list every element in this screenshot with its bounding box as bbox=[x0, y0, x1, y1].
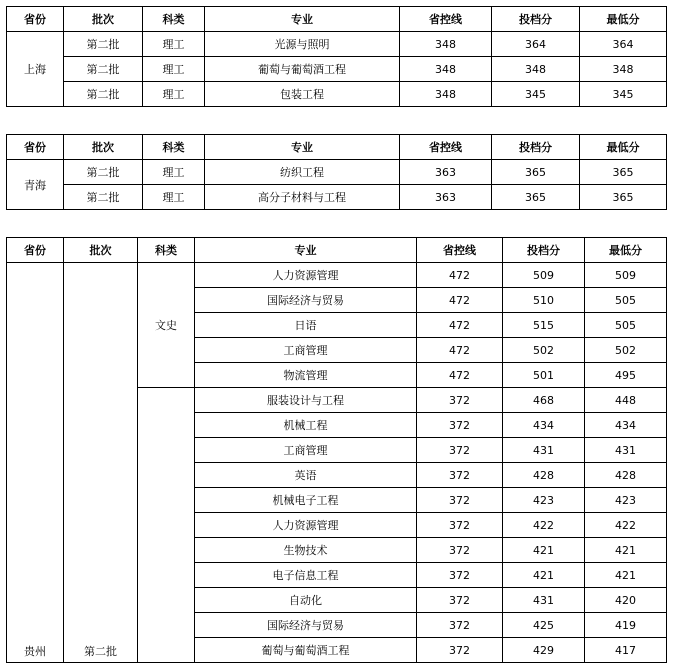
control-cell: 348 bbox=[400, 82, 492, 107]
major-cell: 电子信息工程 bbox=[195, 563, 417, 588]
admit-cell: 345 bbox=[492, 82, 580, 107]
batch-cell: 第二批 bbox=[64, 32, 143, 57]
major-cell: 葡萄与葡萄酒工程 bbox=[205, 57, 400, 82]
batch-cell: 第二批 bbox=[64, 160, 143, 185]
batch-cell: 第二批 bbox=[64, 185, 143, 210]
header-row bbox=[7, 7, 667, 32]
control-cell: 372 bbox=[417, 463, 503, 488]
header-row bbox=[7, 238, 667, 263]
min-cell: 364 bbox=[580, 32, 667, 57]
category-cell: 文史 bbox=[138, 263, 195, 388]
min-cell: 419 bbox=[585, 613, 667, 638]
header-province: 省份 bbox=[7, 238, 64, 263]
control-cell: 472 bbox=[417, 313, 503, 338]
header-major: 专业 bbox=[195, 238, 417, 263]
province-cell: 贵州 bbox=[7, 263, 64, 663]
batch-cell: 第二批 bbox=[64, 263, 138, 663]
province-cell: 上海 bbox=[7, 32, 64, 107]
control-cell: 372 bbox=[417, 388, 503, 413]
control-cell: 372 bbox=[417, 538, 503, 563]
admit-cell: 434 bbox=[503, 413, 585, 438]
province-cell: 青海 bbox=[7, 160, 64, 210]
admit-cell: 425 bbox=[503, 613, 585, 638]
major-cell: 光源与照明 bbox=[205, 32, 400, 57]
header-province: 省份 bbox=[7, 135, 64, 160]
table-row bbox=[7, 160, 667, 185]
header-batch: 批次 bbox=[64, 135, 143, 160]
min-cell: 505 bbox=[585, 288, 667, 313]
header-category: 科类 bbox=[143, 7, 205, 32]
min-cell: 421 bbox=[585, 538, 667, 563]
major-cell: 纺织工程 bbox=[205, 160, 400, 185]
min-cell: 431 bbox=[585, 438, 667, 463]
min-cell: 365 bbox=[580, 160, 667, 185]
major-cell: 高分子材料与工程 bbox=[205, 185, 400, 210]
admit-cell: 428 bbox=[503, 463, 585, 488]
header-major: 专业 bbox=[205, 7, 400, 32]
admit-cell: 421 bbox=[503, 538, 585, 563]
min-cell: 495 bbox=[585, 363, 667, 388]
category-cell-blank bbox=[138, 388, 195, 663]
category-cell: 理工 bbox=[143, 185, 205, 210]
category-cell: 理工 bbox=[143, 160, 205, 185]
table-row bbox=[7, 57, 667, 82]
admit-cell: 502 bbox=[503, 338, 585, 363]
min-cell: 348 bbox=[580, 57, 667, 82]
admit-cell: 364 bbox=[492, 32, 580, 57]
admit-cell: 468 bbox=[503, 388, 585, 413]
shanghai-table bbox=[6, 6, 667, 107]
min-cell: 505 bbox=[585, 313, 667, 338]
batch-cell: 第二批 bbox=[64, 82, 143, 107]
major-cell: 包装工程 bbox=[205, 82, 400, 107]
header-admit-score: 投档分 bbox=[492, 7, 580, 32]
header-control-line: 省控线 bbox=[400, 135, 492, 160]
category-cell: 理工 bbox=[143, 82, 205, 107]
control-cell: 363 bbox=[400, 185, 492, 210]
major-cell: 国际经济与贸易 bbox=[195, 288, 417, 313]
admit-cell: 421 bbox=[503, 563, 585, 588]
header-category: 科类 bbox=[143, 135, 205, 160]
control-cell: 372 bbox=[417, 488, 503, 513]
control-cell: 348 bbox=[400, 57, 492, 82]
major-cell: 机械工程 bbox=[195, 413, 417, 438]
control-cell: 472 bbox=[417, 363, 503, 388]
admit-cell: 422 bbox=[503, 513, 585, 538]
major-cell: 工商管理 bbox=[195, 338, 417, 363]
category-cell: 理工 bbox=[143, 32, 205, 57]
major-cell: 国际经济与贸易 bbox=[195, 613, 417, 638]
admit-cell: 510 bbox=[503, 288, 585, 313]
min-cell: 428 bbox=[585, 463, 667, 488]
min-cell: 365 bbox=[580, 185, 667, 210]
control-cell: 372 bbox=[417, 563, 503, 588]
min-cell: 502 bbox=[585, 338, 667, 363]
admit-cell: 429 bbox=[503, 638, 585, 663]
major-cell: 日语 bbox=[195, 313, 417, 338]
admit-cell: 515 bbox=[503, 313, 585, 338]
header-batch: 批次 bbox=[64, 238, 138, 263]
admit-cell: 509 bbox=[503, 263, 585, 288]
min-cell: 434 bbox=[585, 413, 667, 438]
table-row bbox=[7, 32, 667, 57]
admit-cell: 431 bbox=[503, 588, 585, 613]
major-cell: 自动化 bbox=[195, 588, 417, 613]
admit-cell: 365 bbox=[492, 185, 580, 210]
control-cell: 472 bbox=[417, 288, 503, 313]
control-cell: 372 bbox=[417, 513, 503, 538]
control-cell: 372 bbox=[417, 413, 503, 438]
header-batch: 批次 bbox=[64, 7, 143, 32]
major-cell: 服装设计与工程 bbox=[195, 388, 417, 413]
min-cell: 420 bbox=[585, 588, 667, 613]
header-min-score: 最低分 bbox=[580, 7, 667, 32]
qinghai-table bbox=[6, 134, 667, 210]
header-province: 省份 bbox=[7, 7, 64, 32]
control-cell: 372 bbox=[417, 438, 503, 463]
header-min-score: 最低分 bbox=[585, 238, 667, 263]
major-cell: 生物技术 bbox=[195, 538, 417, 563]
min-cell: 448 bbox=[585, 388, 667, 413]
control-cell: 372 bbox=[417, 588, 503, 613]
header-admit-score: 投档分 bbox=[492, 135, 580, 160]
admit-cell: 348 bbox=[492, 57, 580, 82]
major-cell: 物流管理 bbox=[195, 363, 417, 388]
header-control-line: 省控线 bbox=[417, 238, 503, 263]
major-cell: 人力资源管理 bbox=[195, 263, 417, 288]
header-admit-score: 投档分 bbox=[503, 238, 585, 263]
min-cell: 345 bbox=[580, 82, 667, 107]
min-cell: 509 bbox=[585, 263, 667, 288]
control-cell: 472 bbox=[417, 263, 503, 288]
control-cell: 372 bbox=[417, 638, 503, 663]
min-cell: 417 bbox=[585, 638, 667, 663]
major-cell: 工商管理 bbox=[195, 438, 417, 463]
min-cell: 422 bbox=[585, 513, 667, 538]
major-cell: 机械电子工程 bbox=[195, 488, 417, 513]
major-cell: 人力资源管理 bbox=[195, 513, 417, 538]
min-cell: 423 bbox=[585, 488, 667, 513]
header-row bbox=[7, 135, 667, 160]
admit-cell: 365 bbox=[492, 160, 580, 185]
header-category: 科类 bbox=[138, 238, 195, 263]
guizhou-table bbox=[6, 237, 667, 663]
major-cell: 葡萄与葡萄酒工程 bbox=[195, 638, 417, 663]
control-cell: 372 bbox=[417, 613, 503, 638]
major-cell: 英语 bbox=[195, 463, 417, 488]
category-cell: 理工 bbox=[143, 57, 205, 82]
header-control-line: 省控线 bbox=[400, 7, 492, 32]
admit-cell: 431 bbox=[503, 438, 585, 463]
table-row bbox=[7, 263, 667, 288]
header-major: 专业 bbox=[205, 135, 400, 160]
admit-cell: 423 bbox=[503, 488, 585, 513]
control-cell: 348 bbox=[400, 32, 492, 57]
header-min-score: 最低分 bbox=[580, 135, 667, 160]
table-row bbox=[7, 82, 667, 107]
table-row bbox=[7, 185, 667, 210]
admit-cell: 501 bbox=[503, 363, 585, 388]
min-cell: 421 bbox=[585, 563, 667, 588]
control-cell: 363 bbox=[400, 160, 492, 185]
batch-cell: 第二批 bbox=[64, 57, 143, 82]
control-cell: 472 bbox=[417, 338, 503, 363]
